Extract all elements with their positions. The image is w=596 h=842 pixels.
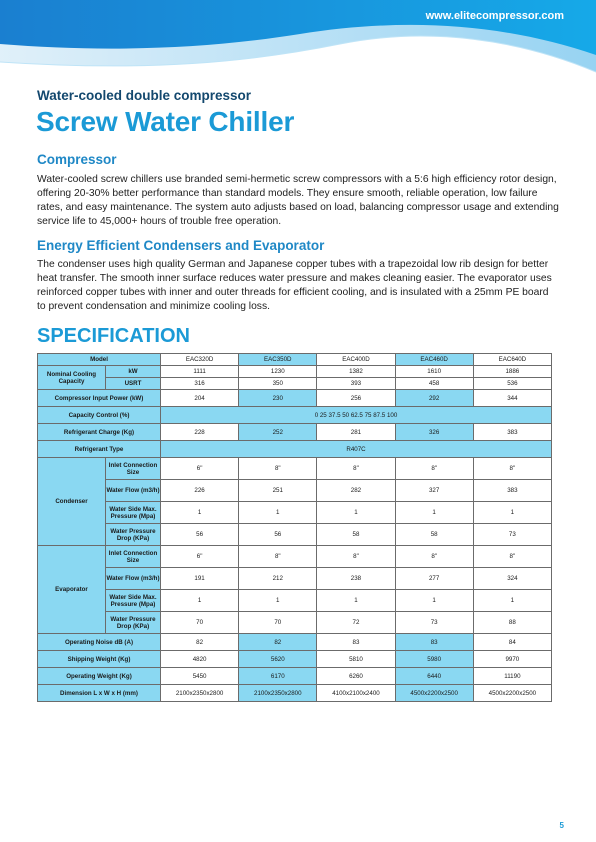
table-cell: 82: [239, 634, 317, 651]
table-cell: 212: [239, 568, 317, 590]
table-cell: 4500x2200x2500: [395, 685, 473, 702]
table-cell: 1886: [473, 366, 551, 378]
table-cell: 8": [395, 458, 473, 480]
table-cell: 11190: [473, 668, 551, 685]
table-row: [38, 354, 552, 366]
table-cell: 8": [239, 546, 317, 568]
table-cell: 1: [395, 502, 473, 524]
table-cell: 58: [317, 524, 395, 546]
table-header-cell: EAC400D: [317, 354, 395, 366]
table-row: [38, 568, 552, 590]
table-cell: 1: [239, 502, 317, 524]
table-label-cell: Refrigerant Charge (Kg): [38, 424, 161, 441]
table-cell: 383: [473, 480, 551, 502]
table-cell: 251: [239, 480, 317, 502]
table-cell: 1: [161, 590, 239, 612]
table-cell: 4820: [161, 651, 239, 668]
table-row: [38, 524, 552, 546]
table-cell: 8": [473, 546, 551, 568]
table-cell: 1: [473, 502, 551, 524]
table-label-cell: Dimension L x W x H (mm): [38, 685, 161, 702]
table-row: [38, 390, 552, 407]
section-heading-condensers: Energy Efficient Condensers and Evaporator: [37, 238, 325, 253]
table-cell: 281: [317, 424, 395, 441]
table-cell: 6": [161, 458, 239, 480]
table-cell: 8": [473, 458, 551, 480]
table-cell: 4500x2200x2500: [473, 685, 551, 702]
table-cell: 1230: [239, 366, 317, 378]
table-label-cell: USRT: [106, 378, 161, 390]
page-title: Screw Water Chiller: [36, 106, 295, 137]
table-cell: 316: [161, 378, 239, 390]
table-cell: 70: [239, 612, 317, 634]
table-label-cell: Compressor Input Power (kW): [38, 390, 161, 407]
table-row: [38, 546, 552, 568]
table-cell: 238: [317, 568, 395, 590]
table-cell: 9970: [473, 651, 551, 668]
table-cell: 2100x2350x2800: [239, 685, 317, 702]
table-label-cell: Water Pressure Drop (KPa): [106, 612, 161, 634]
table-header-cell: EAC320D: [161, 354, 239, 366]
table-cell: 350: [239, 378, 317, 390]
table-cell: 1382: [317, 366, 395, 378]
table-cell: 8": [317, 546, 395, 568]
table-row: [38, 424, 552, 441]
table-cell: 5980: [395, 651, 473, 668]
table-row: [38, 590, 552, 612]
table-header-cell: Model: [38, 354, 161, 366]
table-label-cell: Water Flow (m3/h): [106, 480, 161, 502]
table-cell: 1: [395, 590, 473, 612]
table-row: [38, 651, 552, 668]
table-cell: 1: [239, 590, 317, 612]
table-cell: 1: [317, 590, 395, 612]
table-cell: 73: [473, 524, 551, 546]
table-cell: 5810: [317, 651, 395, 668]
table-row: [38, 634, 552, 651]
table-cell: 1111: [161, 366, 239, 378]
table-cell: 282: [317, 480, 395, 502]
table-row: [38, 480, 552, 502]
table-cell: 383: [473, 424, 551, 441]
table-label-cell: Shipping Weight (Kg): [38, 651, 161, 668]
table-cell: 84: [473, 634, 551, 651]
table-cell: 5450: [161, 668, 239, 685]
table-cell: 292: [395, 390, 473, 407]
table-row: [38, 458, 552, 480]
specification-heading: SPECIFICATION: [37, 325, 190, 347]
table-cell: 6": [161, 546, 239, 568]
table-row: [38, 366, 552, 378]
table-cell: 191: [161, 568, 239, 590]
table-cell: 1: [473, 590, 551, 612]
section-text-compressor: Water-cooled screw chillers use branded semi-hermetic screw compressors with a 5:6 high efficiency rotor design, offering 20-30% better performance than standard models. They ensure smooth, reliable operation, low failure rates, and easy maintenance. The system auto adjusts based on load, balancing compressor usage and extending service life to 45,000+ hours of trouble free operation.: [37, 174, 559, 227]
table-cell: 1610: [395, 366, 473, 378]
table-row: [38, 441, 552, 458]
table-cell: 256: [317, 390, 395, 407]
table-cell: 252: [239, 424, 317, 441]
table-cell: 0 25 37.5 50 62.5 75 87.5 100: [161, 407, 552, 424]
table-label-cell: Water Pressure Drop (KPa): [106, 524, 161, 546]
specification-table: [37, 353, 552, 702]
table-header-cell: EAC460D: [395, 354, 473, 366]
table-cell: 83: [395, 634, 473, 651]
table-cell: 6170: [239, 668, 317, 685]
table-label-cell: Capacity Control (%): [38, 407, 161, 424]
table-cell: 4100x2100x2400: [317, 685, 395, 702]
table-cell: 6440: [395, 668, 473, 685]
table-cell: 204: [161, 390, 239, 407]
table-row: [38, 407, 552, 424]
table-label-cell: Operating Noise dB (A): [38, 634, 161, 651]
table-cell: 226: [161, 480, 239, 502]
table-cell: R407C: [161, 441, 552, 458]
table-cell: 327: [395, 480, 473, 502]
table-cell: 6260: [317, 668, 395, 685]
table-cell: 8": [239, 458, 317, 480]
table-row: [38, 685, 552, 702]
table-label-cell: Evaporator: [38, 546, 106, 634]
table-label-cell: Operating Weight (Kg): [38, 668, 161, 685]
table-cell: 2100x2350x2800: [161, 685, 239, 702]
table-cell: 8": [395, 546, 473, 568]
section-heading-compressor: Compressor: [37, 152, 117, 167]
table-header-cell: EAC640D: [473, 354, 551, 366]
table-cell: 277: [395, 568, 473, 590]
table-cell: 82: [161, 634, 239, 651]
table-row: [38, 668, 552, 685]
table-label-cell: Water Flow (m3/h): [106, 568, 161, 590]
page-subtitle: Water-cooled double compressor: [37, 88, 252, 103]
table-row: [38, 378, 552, 390]
table-label-cell: Water Side Max. Pressure (Mpa): [106, 590, 161, 612]
table-cell: 228: [161, 424, 239, 441]
table-cell: 1: [161, 502, 239, 524]
table-cell: 70: [161, 612, 239, 634]
table-cell: 83: [317, 634, 395, 651]
table-cell: 5620: [239, 651, 317, 668]
table-label-cell: Inlet Connection Size: [106, 458, 161, 480]
table-cell: 73: [395, 612, 473, 634]
website-url[interactable]: www.elitecompressor.com: [425, 10, 564, 22]
table-row: [38, 612, 552, 634]
table-cell: 8": [317, 458, 395, 480]
table-cell: 230: [239, 390, 317, 407]
table-label-cell: Condenser: [38, 458, 106, 546]
table-cell: 324: [473, 568, 551, 590]
table-cell: 58: [395, 524, 473, 546]
table-cell: 344: [473, 390, 551, 407]
table-cell: 536: [473, 378, 551, 390]
table-header-cell: EAC350D: [239, 354, 317, 366]
table-cell: 88: [473, 612, 551, 634]
table-label-cell: Refrigerant Type: [38, 441, 161, 458]
page-number: 5: [559, 821, 564, 830]
table-cell: 458: [395, 378, 473, 390]
table-cell: 56: [239, 524, 317, 546]
table-label-cell: Nominal Cooling Capacity: [38, 366, 106, 390]
table-label-cell: Inlet Connection Size: [106, 546, 161, 568]
table-row: [38, 502, 552, 524]
table-cell: 326: [395, 424, 473, 441]
table-cell: 1: [317, 502, 395, 524]
table-label-cell: Water Side Max. Pressure (Mpa): [106, 502, 161, 524]
table-cell: 393: [317, 378, 395, 390]
table-cell: 56: [161, 524, 239, 546]
table-cell: 72: [317, 612, 395, 634]
section-text-condensers: The condenser uses high quality German and Japanese copper tubes with a trapezoidal low rib design for better heat transfer. The smooth inner surface reduces water pressure and makes cleaning easier. The evaporator uses reinforced copper tubes with inner and outer threads for efficient cooling, and is insulated with a 25mm PE board to prevent condensation and minimize cooling loss.: [37, 259, 552, 312]
table-label-cell: kW: [106, 366, 161, 378]
